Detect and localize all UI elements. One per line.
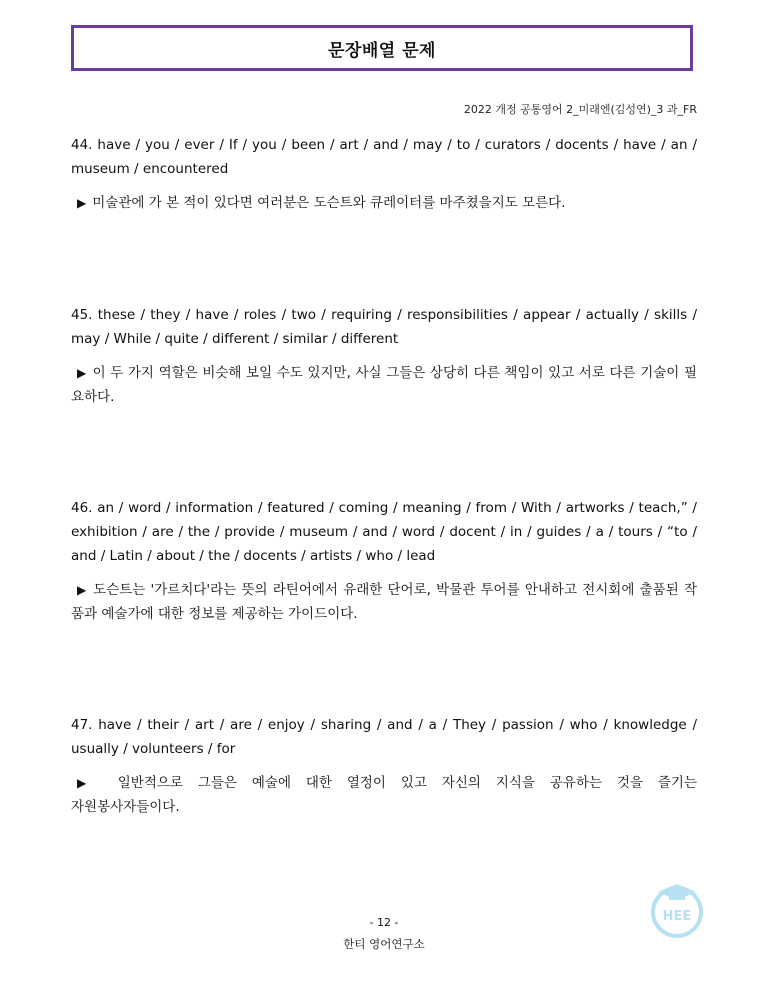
question-text: 44. have / you / ever / If / you / been / art / and / may / to / curators / docents / have / an / museum / encountered <box>71 137 697 177</box>
question-text: 47. have / their / art / are / enjoy / sharing / and / a / They / passion / who / knowledge / usually / volunteers / for <box>71 717 697 757</box>
hee-logo <box>648 878 706 940</box>
source-label: 2022 개정 공통영어 2_미래엔(김성연)_3 과_FR <box>463 103 697 116</box>
answer-line-continued: 자원봉사자들이다. <box>71 799 180 815</box>
answer-text: 미술관에 가 본 적이 있다면 여러분은 도슨트와 큐레이터를 마주쳤을지도 모른다. <box>92 195 566 211</box>
triangle-right-icon: ▶ <box>77 583 88 597</box>
answer-line <box>71 361 697 409</box>
answer-line <box>71 578 697 626</box>
triangle-right-icon: ▶ <box>77 366 87 380</box>
answer-text: 도슨트는 '가르치다'라는 뜻의 라틴어에서 유래한 단어로, 박물관 투어를 안내하고 전시회에 출품된 작품과 예술가에 대한 정보를 제공하는 가이드이다. <box>71 582 697 622</box>
answer-text: 이 두 가지 역할은 비슷해 보일 수도 있지만, 사실 그들은 상당히 다른 책임이 있고 서로 다른 기술이 필요하다. <box>71 365 697 405</box>
problem-45 <box>71 303 697 409</box>
triangle-right-icon: ▶ <box>77 196 87 210</box>
answer-line <box>71 191 697 215</box>
publisher-name: 한티 영어연구소 <box>343 937 425 951</box>
question-text: 45. these / they / have / roles / two / requiring / responsibilities / appear / actually / skills / may / While / quite / different / similar / different <box>71 307 697 347</box>
question-text: 46. an / word / information / featured / coming / meaning / from / With / artworks / teach,” / exhibition / are / the / provide / museum / and / word / docent / in / guides / a / tours / “to / and / Latin / about / the / docents / artists / who / lead <box>71 500 697 564</box>
answer-line <box>71 771 697 795</box>
page-title: 문장배열 문제 <box>328 40 436 61</box>
problem-44 <box>71 133 697 215</box>
logo-text: HEE <box>662 909 692 924</box>
problem-46 <box>71 496 697 626</box>
title-box <box>71 25 693 71</box>
problem-47 <box>71 713 697 819</box>
triangle-right-icon: ▶ <box>77 776 97 790</box>
answer-text: 일반적으로 그들은 예술에 대한 열정이 있고 자신의 지식을 공유하는 것을 즐기는 <box>117 775 698 791</box>
page-number: - 12 - <box>369 916 399 929</box>
